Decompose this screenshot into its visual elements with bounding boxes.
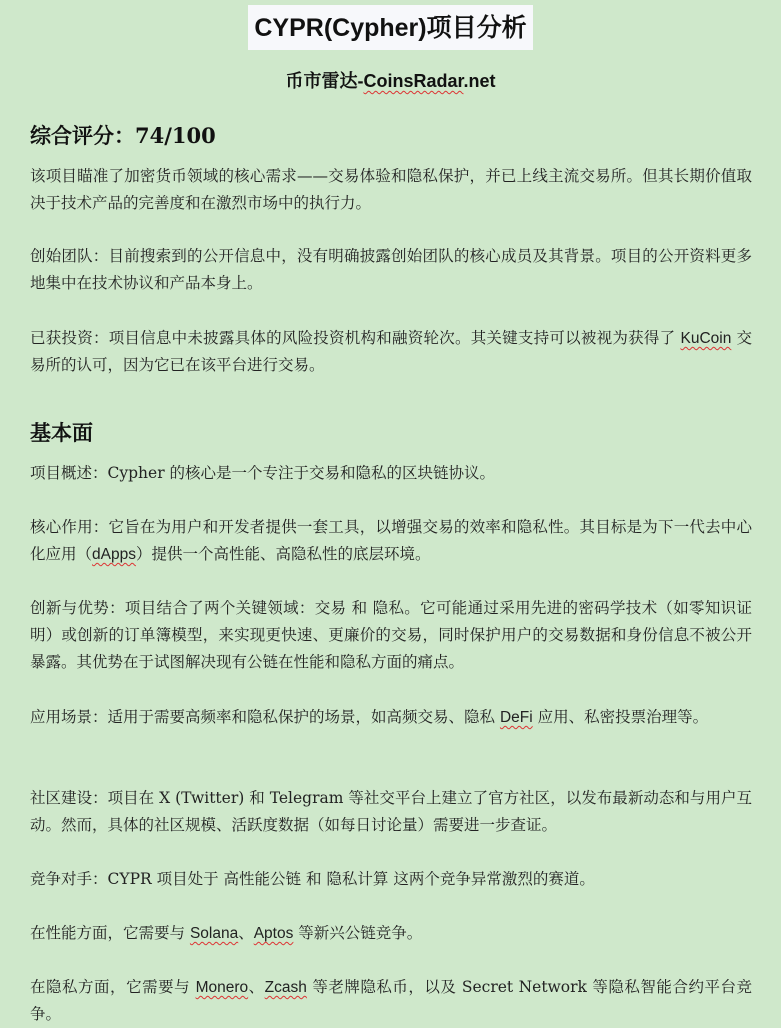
zcash-term: Zcash [264, 979, 307, 996]
priv-text-a: 在隐私方面，它需要与 [30, 978, 196, 996]
investment-text-a: 已获投资：项目信息中未披露具体的风险投资机构和融资轮次。其关键支持可以被视为获得了 [30, 329, 681, 347]
core-role-text-a: 核心作用：它旨在为用户和开发者提供一套工具，以增强交易的效率和隐私性。其目标是为下一代去中心化应用（ [30, 518, 752, 563]
rating-heading: 综合评分：74/100 [30, 123, 216, 148]
priv-text-c: 、 [248, 978, 265, 996]
investment-text-c: 交易所的认可，因为它已在该平台进行交易。 [30, 329, 752, 374]
core-role-text-c: ）提供一个高性能、高隐私性的底层环境。 [135, 545, 431, 563]
dapps-term: dApps [92, 546, 136, 563]
monero-term: Monero [195, 979, 249, 996]
aptos-term: Aptos [253, 925, 294, 942]
core-role-paragraph [30, 514, 752, 568]
priv-text-e: 等老牌隐私币，以及 Secret Network 等隐私智能合约平台竞争。 [30, 978, 752, 1023]
privacy-competitors-paragraph [30, 974, 752, 1028]
community-paragraph: 社区建设：项目在 X (Twitter) 和 Telegram 等社交平台上建立了官方社区，以发布最新动态和与用户互动。然而，具体的社区规模、活跃度数据（如每日讨论量）需要进一步查证。 [30, 789, 752, 834]
use-case-text-c: 应用、私密投票治理等。 [532, 708, 709, 726]
kucoin-term: KuCoin [680, 330, 732, 347]
innovation-paragraph: 创新与优势：项目结合了两个关键领域：交易 和 隐私。它可能通过采用先进的密码学技术（如零知识证明）或创新的订单簿模型，来实现更快速、更廉价的交易，同时保护用户的交易数据和身份信息不被公开暴露。其优势在于试图解决现有公链在性能和隐私方面的痛点。 [30, 599, 752, 671]
source-prefix: 币市雷达- [285, 71, 364, 91]
competition-paragraph: 竞争对手：CYPR 项目处于 高性能公链 和 隐私计算 这两个竞争异常激烈的赛道。 [30, 870, 595, 888]
use-case-paragraph [30, 704, 752, 731]
fundamentals-heading: 基本面 [30, 420, 93, 445]
investment-paragraph [30, 325, 752, 379]
document-title: CYPR(Cypher)项目分析 [248, 5, 532, 50]
solana-term: Solana [189, 925, 239, 942]
team-paragraph: 创始团队：目前搜索到的公开信息中，没有明确披露创始团队的核心成员及其背景。项目的公开资料更多地集中在技术协议和产品本身上。 [30, 247, 752, 292]
use-case-text-a: 应用场景：适用于需要高频率和隐私保护的场景，如高频交易、隐私 [30, 708, 500, 726]
source-site-name: CoinsRadar [363, 71, 464, 91]
perf-text-e: 等新兴公链竞争。 [293, 924, 423, 942]
rating-summary-paragraph: 该项目瞄准了加密货币领域的核心需求——交易体验和隐私保护，并已上线主流交易所。但其长期价值取决于技术产品的完善度和在激烈市场中的执行力。 [30, 167, 752, 212]
perf-text-c: 、 [238, 924, 254, 942]
performance-competitors-paragraph [30, 920, 752, 947]
overview-paragraph: 项目概述：Cypher 的核心是一个专注于交易和隐私的区块链协议。 [30, 464, 496, 482]
title-container [0, 5, 781, 50]
source-line [0, 68, 781, 94]
defi-term: DeFi [499, 709, 533, 726]
source-suffix: .net [463, 71, 496, 91]
perf-text-a: 在性能方面，它需要与 [30, 924, 190, 942]
